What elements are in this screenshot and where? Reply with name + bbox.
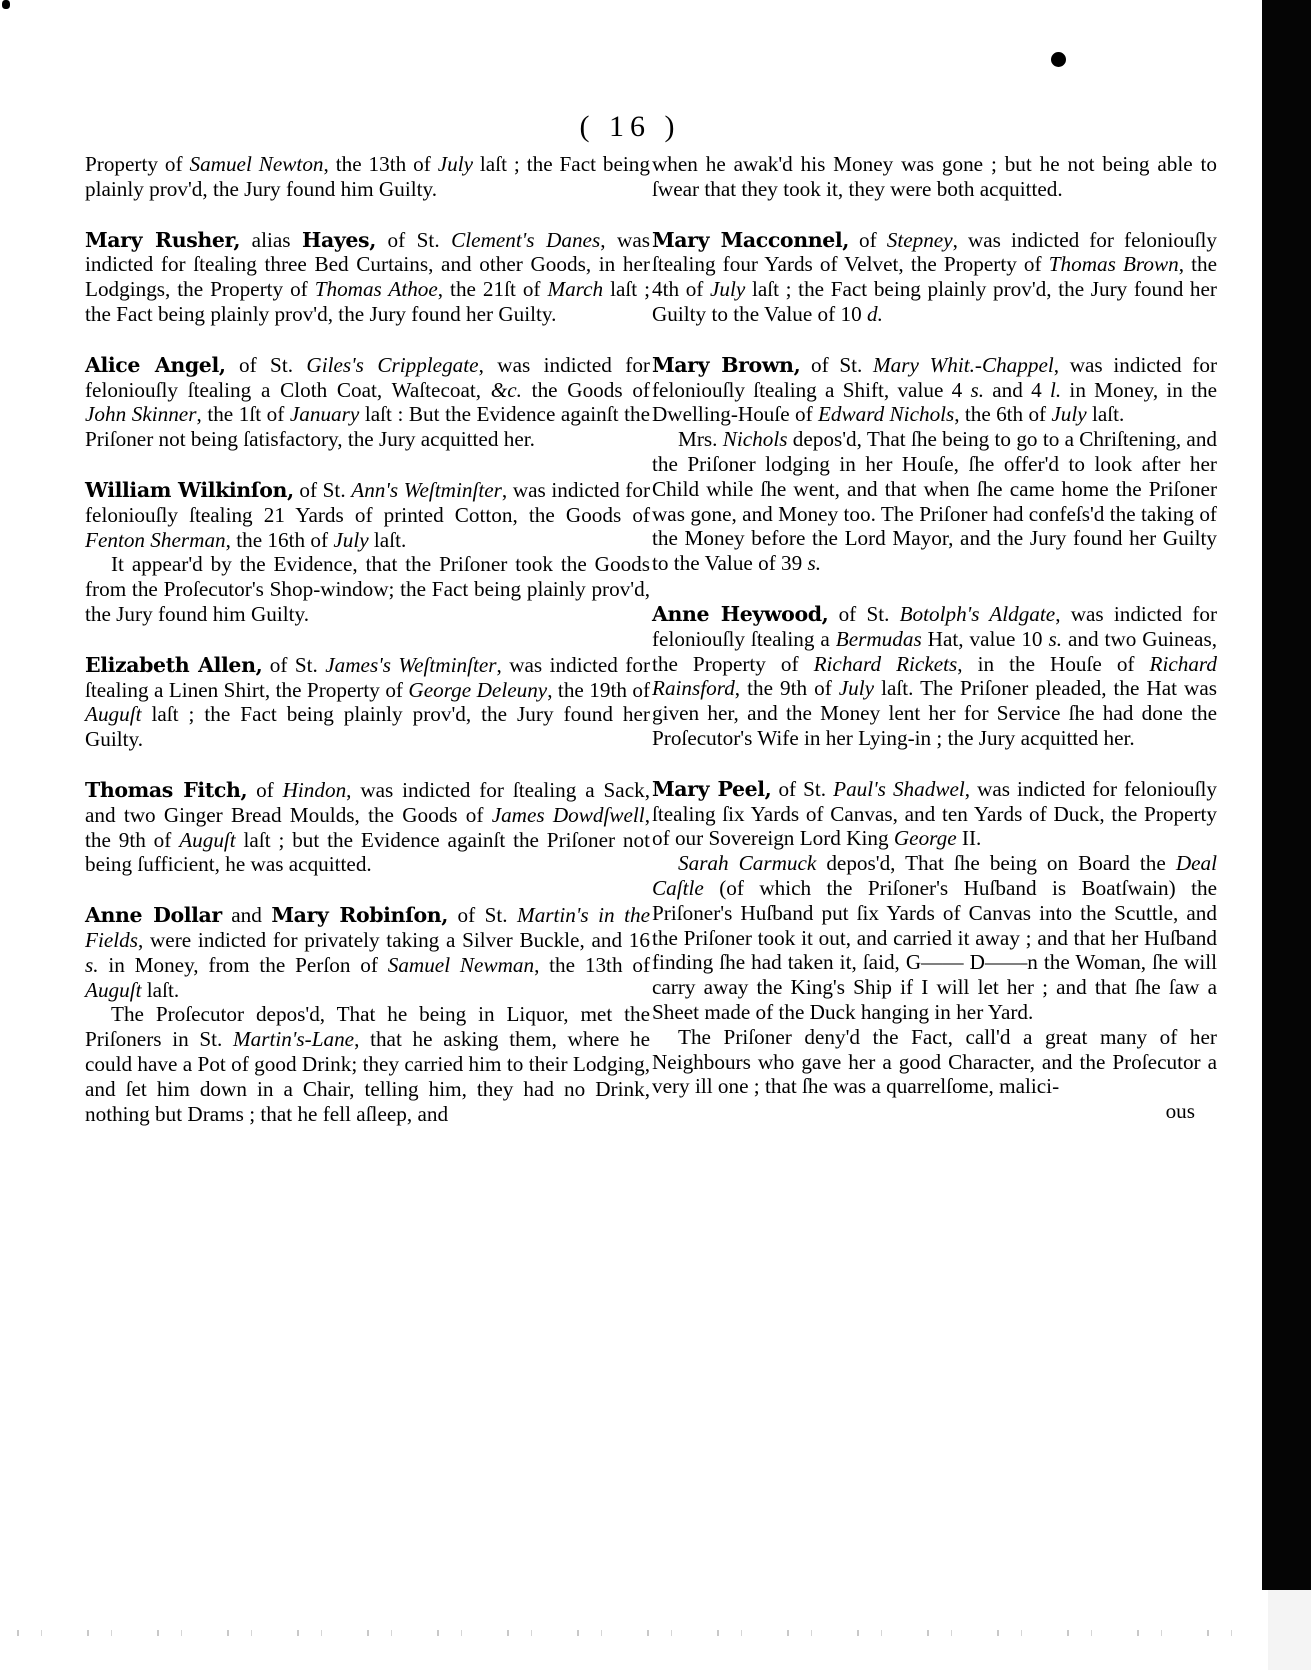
italic-text: s. [807,551,822,576]
text-run: , the 9th of [734,676,839,701]
text-run: , the 13th of [323,152,438,176]
text-run: laſt. [141,977,180,1002]
italic-text: John Skinner [85,402,197,427]
italic-text: July [1051,402,1087,427]
case-entry [652,602,1217,751]
text-run: when he awak'd his Money was gone ; but he not being able to ſwear that they took it, they were both acquitted. [652,152,1217,201]
text-run: , was indicted for feloniouſly ſtealing a Shift, value 4 [652,352,1218,402]
text-run: of St. [262,652,326,677]
text-run: (of which the Priſoner's Huſband is Boatſwain) the Priſoner's Huſband put ſix Yards of Canvas into the Scuttle, and the Priſoner took it out, and carried it away ; and that her Huſband finding ſhe had taken it, ſaid, G—— D——n the Woman, ſhe will carry away the King's Ship if I will let her ; and that ſhe ſaw a Sheet made of the Duck hanging in her Yard. [652,875,1217,1024]
italic-text: Martin's-Lane [233,1027,355,1052]
text-run: laſt ; the Fact being plainly prov'd, the Jury found her Guilty to the Value of 10 [652,277,1217,326]
defendant-name: Alice Angel, [85,352,226,377]
text-run: , the 6th of [954,402,1052,427]
text-run: of St. [448,903,518,928]
text-run: laſt ; the Fact being plainly prov'd, the Jury found her Guilty. [85,277,651,326]
text-run: the Goods of [521,377,650,402]
text-run: Property of [85,152,190,176]
italic-text: Nichols [722,427,788,452]
text-run: It appear'd by the Evidence, that the Priſoner took the Goods from the Proſecutor's Shop-window; the Fact being plainly prov'd, the Jury found him Guilty. [85,552,650,626]
left-column [85,152,650,1126]
defendant-name: Mary Rusher, [85,227,241,252]
text-run: in Money, in the Dwelling-Houſe of [652,377,1217,427]
italic-text: Sarah Carmuck [678,851,817,876]
scan-edge-tail [1268,1590,1311,1670]
italic-text: July [710,277,746,302]
text-run: and 4 [984,377,1050,402]
text-run: of St. [800,352,873,377]
text-run: laſt. [1086,402,1125,427]
defendant-name: Anne Dollar [85,903,222,928]
text-run: , in the Houſe of [957,651,1150,676]
case-entry [85,903,650,1002]
text-run: , the 9th of [85,802,650,852]
text-run: Hat, value 10 [921,626,1049,651]
italic-text: January [289,402,360,427]
text-run: of St. [828,601,900,626]
case-entry [85,152,650,202]
italic-text: Hindon [282,777,347,802]
italic-text: George Deleuny [408,677,548,702]
scan-speck [2,0,10,9]
italic-text: Giles's Cripplegate [306,352,479,377]
text-run: of [247,777,283,802]
defendant-name: Mary Peel, [652,776,772,801]
text-run: , that he asking them, where he could have a Pot of good Drink; they carried him to their Lodging, and ſet him down in a Chair, telling him, they had no Drink, nothing but Drams ; that he fell aſleep, and [85,1027,650,1126]
scan-dark-edge [1262,0,1311,1590]
italic-text: Clement's Danes [451,227,601,252]
italic-text: Bermudas [835,626,922,651]
case-entry [85,353,650,452]
italic-text: Deal Caſtle [652,851,1218,900]
text-run: depos'd, That ſhe being on Board the [816,851,1176,876]
text-run: , the 21ſt of [437,277,548,302]
text-run: of St. [225,352,307,377]
case-entry [85,228,650,327]
case-entry [652,777,1217,851]
text-run: , was indicted for feloniouſly ſtealing 21 Yards of printed Cotton, the Goods of [85,477,651,527]
page-number: ( 16 ) [579,110,681,143]
text-run: II. [956,826,982,851]
text-run: , were indicted for privately taking a Silver Buckle, and 16 [137,927,650,952]
text-run: laſt ; the Fact being plainly prov'd, the Jury found her Guilty. [85,702,650,752]
text-run: laſt : But the Evidence againſt the Priſoner not being ſatisfactory, the Jury acquitted her. [85,402,650,452]
testimony-paragraph [85,552,650,626]
testimony-paragraph [652,427,1217,576]
testimony-paragraph [652,1025,1217,1099]
text-run: and two Guineas, the Property of [652,626,1217,676]
italic-text: Fenton Sherman [85,527,226,552]
case-entry [652,353,1217,427]
testimony-paragraph [652,851,1217,1025]
defendant-name: Mary Robinſon, [271,903,448,928]
text-run: , the 19th of [547,677,651,702]
text-run: laſt. [368,527,407,552]
text-run: , was indicted for ſtealing a Linen Shirt, the Property of [85,652,651,702]
ink-dot [1051,52,1066,67]
italic-text: d. [867,301,883,326]
italic-text: Samuel Newman [387,952,535,977]
text-run: laſt. The Priſoner pleaded, the Hat was given her, and the Money lent her for Service ſhe had done the Proſecutor's Wife in her Lying-in ; the Jury acquitted her. [652,676,1217,750]
defendant-name: Elizabeth Allen, [85,652,263,677]
italic-text: Botolph's Aldgate [899,601,1056,626]
catchword: ous [1165,1099,1195,1124]
italic-text: Ann's Weſtminſter [351,477,502,502]
case-entry [652,152,1217,202]
text-run: , the 4th of [652,252,1217,302]
italic-text: March [547,277,604,302]
italic-text: Samuel Newton [189,152,324,176]
italic-text: s. [970,377,985,402]
italic-text: Martin's in the Fields [85,903,650,952]
case-entry [85,653,650,752]
text-run: Mrs. [678,427,723,452]
text-run: of St. [375,227,452,252]
italic-text: Thomas Brown [1048,252,1179,277]
text-run: , was indicted for ſtealing a Sack, and two Ginger Bread Moulds, the Goods of [85,777,650,827]
italic-text: Auguſt [179,827,236,852]
text-run: laſt ; the Fact being plainly prov'd, the Jury found him Guilty. [85,152,650,201]
text-run: , was indicted for feloniouſly ſtealing ſix Yards of Canvas, and ten Yards of Duck, the Property of our Sovereign Lord King [652,776,1218,851]
text-run: , the 16th of [225,527,334,552]
text-run: and [221,903,272,928]
scan-noise [0,1630,1262,1636]
italic-text: July [333,527,369,552]
text-run: depos'd, That ſhe being to go to a Chriſtening, and the Priſoner lodging in her Houſe, ſhe offer'd to look after her Child while ſhe went, and that when ſhe came home the Priſoner was gone, and Money too. The Priſoner had confeſs'd the taking of the Money before the Lord Mayor, and the Jury found her Guilty to the Value of 39 [652,427,1218,576]
italic-text: l. [1049,377,1062,402]
defendant-name: William Wilkinſon, [85,477,294,502]
italic-text: Mary Whit.-Chappel [873,352,1054,377]
italic-text: Stepney [886,227,953,252]
text-run: alias [240,227,303,252]
text-run: , was indicted for feloniouſly ſtealing a [652,601,1218,651]
text-run: , was indicted for ſtealing three Bed Curtains, and other Goods, in her Lodgings, the Property of [85,227,650,302]
italic-text: July [437,152,473,176]
case-entry [85,778,650,877]
italic-text: Richard Rainsford [652,651,1217,701]
italic-text: Auguſt [85,702,142,727]
text-run: , the 13th of [534,952,651,977]
italic-text: George [893,826,957,851]
text-run: The Priſoner deny'd the Fact, call'd a great many of her Neighbours who gave her a good Character, and the Proſecutor a very ill one ; that ſhe was a quarrelſome, malici- [652,1024,1217,1099]
italic-text: Edward Nichols [817,402,955,427]
italic-text: James Dowdſwell [491,802,645,827]
italic-text: Auguſt [85,977,142,1002]
defendant-name: Thomas Fitch, [85,777,248,802]
italic-text: Paul's Shadwel [833,776,965,801]
defendant-name: Mary Brown, [652,352,801,377]
italic-text: Thomas Athoe [314,277,438,302]
text-run: of [848,227,887,252]
case-entry [652,228,1217,327]
defendant-name: Hayes, [302,227,376,252]
text-run: , was indicted for feloniouſly ſtealing a Cloth Coat, Waſtecoat, [85,352,650,402]
text-run: laſt ; but the Evidence againſt the Priſoner not being ſufficient, he was acquitted. [85,827,651,877]
right-column [652,152,1217,1124]
defendant-name: Mary Macconnel, [652,227,849,252]
text-run: The Proſecutor depos'd, That he being in Liquor, met the Priſoners in St. [85,1002,650,1052]
italic-text: s. [1048,626,1063,651]
testimony-paragraph [85,1002,650,1126]
italic-text: July [838,676,875,701]
text-run: of St. [293,477,352,502]
italic-text: &c. [490,377,522,402]
case-entry [85,478,650,552]
defendant-name: Anne Heywood, [652,601,829,626]
text-run: in Money, from the Perſon of [98,952,388,977]
italic-text: James's Weſtminſter [325,652,497,677]
italic-text: s. [85,952,99,977]
text-run: , was indicted for feloniouſly ſtealing four Yards of Velvet, the Property of [652,227,1217,277]
text-run: , the 1ſt of [196,402,290,427]
italic-text: Richard Rickets [813,651,958,676]
text-run: of St. [771,776,834,801]
